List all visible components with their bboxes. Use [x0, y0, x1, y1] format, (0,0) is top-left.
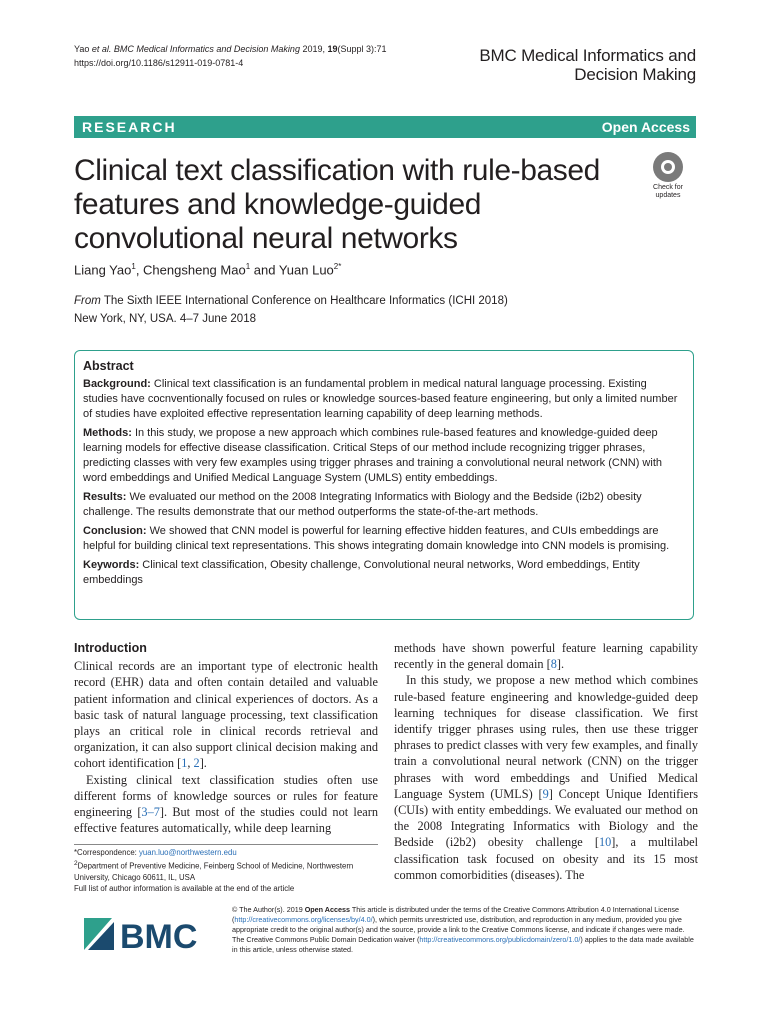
body-column-right — [394, 640, 698, 883]
citation-link[interactable]: 10 — [598, 835, 612, 850]
badge-line2: updates — [655, 192, 681, 199]
badge-line1: Check for — [653, 184, 683, 191]
author-affiliation-sup: 1 — [245, 262, 251, 271]
intro-paragraph-1 — [74, 658, 378, 771]
intro-r1-text: methods have shown powerful feature learning capability recently in the general domain [ — [394, 641, 698, 672]
license-open-access: Open Access — [304, 905, 350, 914]
body-column-left — [74, 640, 378, 836]
license-part-3: ) applies to the data made available in this article, unless otherwise stated. — [232, 935, 694, 954]
keywords-text: Clinical text classification, Obesity challenge, Convolutional neural networks, Word embeddings, Entity embeddings — [83, 559, 640, 586]
introduction-heading: Introduction — [74, 641, 147, 655]
cc-zero-waiver-link[interactable]: http://creativecommons.org/publicdomain/zero/1.0/ — [419, 935, 581, 944]
conference-from: From — [74, 295, 101, 307]
conference-location: New York, NY, USA. 4–7 June 2018 — [74, 313, 256, 325]
journal-name-line1: BMC Medical Informatics and — [479, 46, 696, 65]
bmc-logo — [84, 912, 216, 956]
citation-prefix: Yao — [74, 44, 92, 54]
citation-volume: 19 — [327, 44, 338, 54]
doi-link[interactable]: https://doi.org/10.1186/s12911-019-0781-4 — [74, 58, 244, 68]
citation-link[interactable]: 1 — [181, 756, 188, 771]
methods-label: Methods: — [83, 427, 132, 439]
intro-p1-text: Clinical records are an important type of electronic health record (EHR) data and often contain detailed and valuable patient information and clinical experiences of doctors. As a basic task of natural language processing, text classification plays an critical role in clinical records retrieval and organization, it can also support clinical decision making and cohort identification [ — [74, 659, 378, 771]
abstract-box — [74, 350, 694, 620]
intro-paragraph-4 — [394, 672, 698, 883]
abstract-results — [83, 490, 683, 520]
conclusion-text: We showed that CNN model is powerful for learning effective hidden features, and CUIs embeddings are helpful for building clinical text representations. This shows integrating domain knowledge into CNN models is promising. — [83, 525, 670, 552]
footnotes — [74, 844, 378, 894]
intro-p1-end: ]. — [199, 756, 207, 771]
abstract-background — [83, 377, 683, 422]
author-name[interactable]: Yuan Luo — [278, 262, 334, 278]
background-label: Background: — [83, 378, 151, 390]
abstract-keywords — [83, 558, 683, 588]
intro-paragraph-3 — [394, 640, 698, 672]
citation-issue: (Suppl 3):71 — [337, 44, 387, 54]
intro-r2-mid: ] Concept Unique Identifiers (CUIs) with entity embeddings. We evaluated our method on the 2008 Integrating Informatics with Biology and the Bedside (i2b2) obesity challenge [ — [394, 786, 698, 850]
license-copyright: © The Author(s). 2019 — [232, 905, 305, 914]
abstract-methods — [83, 426, 683, 486]
intro-paragraph-2 — [74, 772, 378, 837]
citation-journal: BMC Medical Informatics and Decision Making — [111, 44, 300, 54]
correspondence-email-link[interactable]: yuan.luo@northwestern.edu — [139, 848, 237, 857]
citation-link[interactable]: 2 — [193, 756, 200, 771]
intro-r2-end: ], a multilabel classification task focused on obesity and its 15 most common comorbidities (diseases). The — [394, 835, 698, 882]
section-label: RESEARCH — [82, 119, 177, 135]
conference-info — [74, 292, 508, 328]
citation-year: 2019, — [299, 44, 328, 54]
keywords-label: Keywords: — [83, 559, 140, 571]
background-text: Clinical text classification is an fundamental problem in medical natural language processing. Existing studies have cocnventionally focused on rules or knowledge sources-based feature engineering, but only a limited number of studies have exploited effective representation learning capability of deep learning methods. — [83, 378, 678, 420]
cc-by-license-link[interactable]: http://creativecommons.org/licenses/by/4.0/ — [234, 915, 373, 924]
intro-p2-text: Existing clinical text classification studies often use different forms of knowledge sources or rules for feature engineering [ — [74, 772, 378, 820]
intro-r1-end: ]. — [556, 657, 565, 672]
journal-name — [479, 46, 696, 84]
author-separator: and — [250, 262, 279, 278]
conference-name: The Sixth IEEE International Conference on Healthcare Informatics (ICHI 2018) — [100, 295, 508, 307]
citation-header — [74, 42, 387, 70]
author-affiliation-sup: 1 — [131, 262, 136, 271]
author-name[interactable]: Liang Yao — [74, 262, 132, 278]
correspondence-label: *Correspondence: — [74, 848, 140, 857]
intro-r2-text: In this study, we propose a new method which combines rule-based feature engineering and knowledge-guided deep learning techniques for disease classification. We first identify trigger phrases using rules, then use these trigger phrases to predict classes with very few examples, and finally train a convolutional neural network (CNN) on the trigger phrases with word embeddings and Unified Medical Language System (UMLS) [ — [394, 673, 698, 801]
citation-link[interactable]: 3–7 — [141, 805, 160, 820]
journal-name-line2: Decision Making — [574, 65, 696, 84]
bmc-logo-text: BMC — [120, 918, 198, 956]
check-updates-icon — [653, 152, 683, 182]
open-access-label: Open Access — [601, 119, 690, 135]
citation-link[interactable]: 9 — [542, 786, 549, 801]
author-info-note: Full list of author information is available at the end of the article — [74, 883, 295, 893]
check-for-updates-badge[interactable] — [642, 152, 694, 204]
author-separator: , — [135, 262, 144, 278]
bmc-logo-icon — [84, 912, 216, 956]
conclusion-label: Conclusion: — [83, 525, 147, 537]
intro-p2-end: ]. But most of the studies could not learn effective features automatically, while deep learning — [74, 805, 378, 836]
abstract-heading: Abstract — [83, 359, 134, 373]
citation-sep: , — [187, 756, 194, 771]
abstract-conclusion — [83, 524, 683, 554]
article-title: Clinical text classification with rule-based features and knowledge-guided convolutional neural networks — [74, 154, 600, 255]
affiliation-text: Department of Preventive Medicine, Feinberg School of Medicine, Northwestern University, Chicago 60611, IL, USA — [74, 861, 354, 882]
results-text: We evaluated our method on the 2008 Integrating Informatics with Biology and the Bedside (i2b2) obesity challenge. The results demonstrate that our method outperforms the state-of-the-art methods. — [83, 491, 642, 518]
citation-link[interactable]: 8 — [550, 657, 557, 672]
author-name[interactable]: Chengsheng Mao — [143, 262, 246, 278]
license-part-1: This article is distributed under the terms of the Creative Commons Attribution 4.0 International License ( — [232, 905, 680, 924]
citation-etal: et al. — [91, 44, 112, 54]
license-text — [232, 905, 698, 955]
license-part-2: ), which permits unrestricted use, distribution, and reproduction in any medium, provided you give appropriate credit to the original author(s) and the source, provide a link to the Creative Commons license, and indicate if changes were made. The Creative Commons Public Domain Dedication waiver ( — [232, 915, 685, 944]
affiliation-sup: 2 — [74, 860, 78, 867]
results-label: Results: — [83, 491, 127, 503]
author-list — [74, 262, 341, 277]
methods-text: In this study, we propose a new approach which combines rule-based features and knowledge-guided deep learning models for effective disease classification. Critical Steps of our method include recognizing trigger phrases, predicting classes with very few examples using trigger phrases and training a convolutional neural network (CNN) with word embeddings and Unified Medical Language System (UMLS) entity embeddings. — [83, 427, 662, 484]
author-affiliation-sup: 2* — [333, 262, 342, 271]
section-banner — [74, 116, 696, 138]
